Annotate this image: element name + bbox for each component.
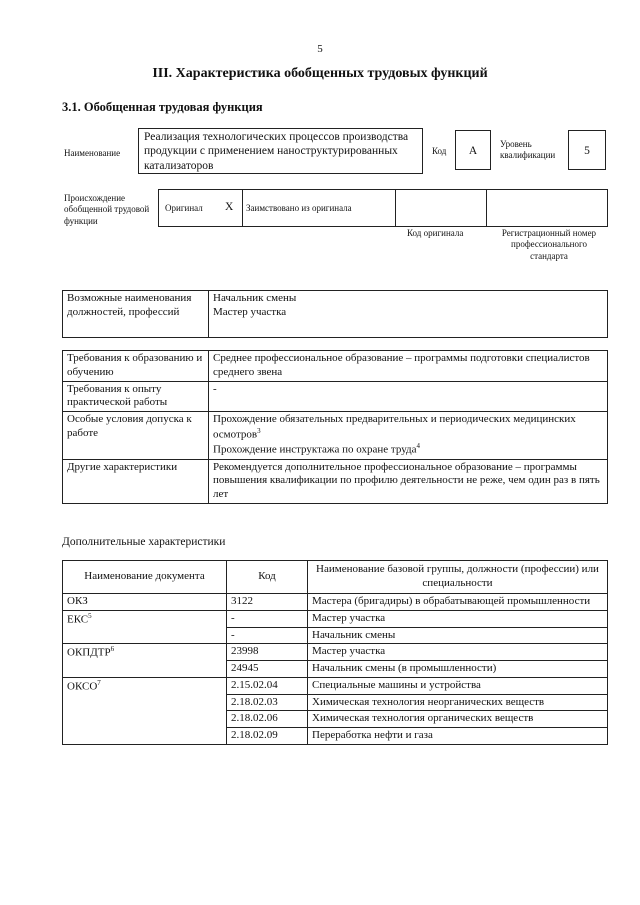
table-row: [63, 677, 608, 694]
title-cell: Переработка нефти и газа: [308, 728, 608, 745]
code-cell: 3122: [227, 594, 308, 611]
level-value: 5: [584, 145, 590, 157]
req-value: Рекомендуется дополнительное профессиональное образование – программы повышения квалификации по профилю деятельности не реже, чем один раз в пять лет: [209, 459, 608, 503]
req-value-line: Прохождение обязательных предварительных и периодических медицинских осмотров: [213, 413, 576, 441]
footnote-ref: 5: [88, 611, 92, 620]
table-row: [63, 412, 608, 460]
doc-name: ОКПДТР$^6$: [63, 644, 227, 678]
table-row: [63, 644, 608, 661]
code-value: А: [468, 145, 478, 157]
req-label: Другие характеристики: [63, 459, 209, 503]
code-cell: 24945: [227, 661, 308, 678]
req-label: Требования к образованию и обучению: [63, 351, 209, 382]
req-value: -: [209, 381, 608, 412]
requirements-table: [62, 350, 608, 504]
table-header-row: [63, 561, 608, 594]
table-row: [63, 594, 608, 611]
footnote-ref: 6: [110, 645, 115, 654]
code-cell: 23998: [227, 644, 308, 661]
code-cell: -: [227, 627, 308, 644]
original-mark: X: [225, 201, 234, 213]
req-value: [209, 412, 608, 460]
req-value-line: Прохождение инструктажа по охране труда: [213, 443, 417, 456]
title-cell: Начальник смены (в промышленности): [308, 661, 608, 678]
name-label: Наименование: [64, 148, 121, 158]
positions-values: [209, 291, 608, 338]
origin-divider: [486, 190, 487, 226]
code-box: [455, 130, 491, 170]
table-row: [63, 381, 608, 412]
req-value: Среднее профессиональное образование – программы подготовки специалистов среднего звена: [209, 351, 608, 382]
title-cell: Мастер участка: [308, 610, 608, 627]
table-row: [63, 459, 608, 503]
table-row: [63, 351, 608, 382]
subsection-title: 3.1. Обобщенная трудовая функция: [62, 100, 263, 114]
level-label: Уровень квалификации: [500, 139, 556, 161]
req-label: Особые условия допуска к работе: [63, 412, 209, 460]
code-cell: 2.15.02.04: [227, 677, 308, 694]
position-item: Мастер участка: [213, 305, 287, 318]
origin-label: Происхождение обобщенной трудовой функции: [64, 193, 150, 226]
title-cell: Специальные машины и устройства: [308, 677, 608, 694]
name-box: [138, 128, 423, 174]
origin-divider: [395, 190, 396, 226]
name-value: Реализация технологических процессов производства продукции с применением наноструктурированных катализаторов: [144, 131, 409, 172]
column-header: Код: [227, 561, 308, 594]
footnote-ref: 4: [416, 442, 421, 451]
code-cell: -: [227, 610, 308, 627]
level-box: [568, 130, 606, 170]
title-cell: Мастера (бригадиры) в обрабатывающей промышленности: [308, 594, 608, 611]
position-item: Начальник смены: [213, 292, 297, 304]
code-label: Код: [432, 146, 447, 156]
title-cell: Начальник смены: [308, 627, 608, 644]
origin-divider: [242, 190, 243, 226]
column-header: Наименование базовой группы, должности (профессии) или специальности: [308, 561, 608, 594]
borrowed-label: Заимствовано из оригинала: [246, 203, 352, 213]
doc-name: ОКСО$^7$: [63, 677, 227, 744]
doc-name: ОКЗ: [63, 594, 227, 611]
code-cell: 2.18.02.09: [227, 728, 308, 745]
positions-label: Возможные наименования должностей, профессий: [63, 291, 209, 338]
section-title: III. Характеристика обобщенных трудовых функций: [152, 66, 488, 81]
reg-number-caption: Регистрационный номер профессионального стандарта: [501, 228, 597, 261]
title-cell: Химическая технология органических веществ: [308, 711, 608, 728]
additional-table: [62, 560, 608, 745]
page-number: 5: [317, 43, 323, 55]
footnote-ref: 7: [97, 678, 101, 687]
original-code-caption: Код оригинала: [407, 228, 464, 238]
table-row: [63, 291, 608, 338]
title-cell: Мастер участка: [308, 644, 608, 661]
table-row: [63, 610, 608, 627]
positions-table: [62, 290, 608, 338]
column-header: Наименование документа: [63, 561, 227, 594]
title-cell: Химическая технология неорганических веществ: [308, 694, 608, 711]
code-cell: 2.18.02.03: [227, 694, 308, 711]
original-label: Оригинал: [165, 203, 203, 213]
doc-name: ЕКС$^5$: [63, 610, 227, 644]
additional-title: Дополнительные характеристики: [62, 536, 226, 548]
code-cell: 2.18.02.06: [227, 711, 308, 728]
footnote-ref: 3: [257, 426, 261, 435]
req-label: Требования к опыту практической работы: [63, 381, 209, 412]
